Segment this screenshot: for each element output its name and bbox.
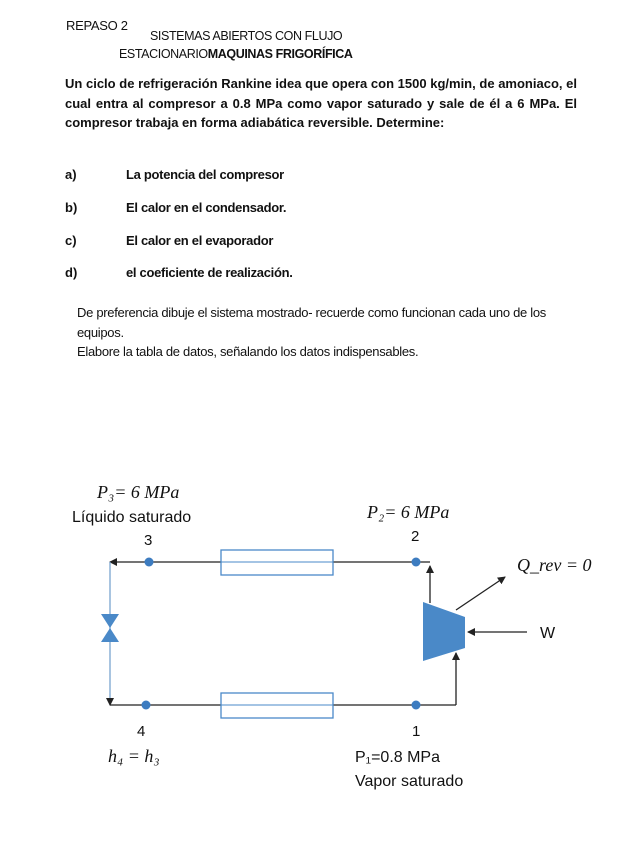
title-bold: MAQUINAS FRIGORÍFICA xyxy=(207,47,353,61)
expansion-valve-top xyxy=(101,614,119,628)
state-3-dot xyxy=(145,558,154,567)
question-text-c: El calor en el evaporador xyxy=(126,233,274,248)
title-prefix: ESTACIONARIO xyxy=(119,47,208,61)
compressor xyxy=(423,602,465,661)
p1-label: P₁=0.8 MPa xyxy=(355,749,440,766)
question-text-a: La potencia del compresor xyxy=(126,167,284,182)
state-2-number: 2 xyxy=(411,528,420,545)
state-1-description: Vapor saturado xyxy=(355,773,464,790)
question-text-b: El calor en el condensador. xyxy=(126,200,287,215)
question-text-d: el coeficiente de realización. xyxy=(126,265,293,280)
question-letter-d: d) xyxy=(65,265,78,280)
state-1-dot xyxy=(412,701,421,710)
heat-arrow xyxy=(456,577,505,610)
state-1-number: 1 xyxy=(412,723,421,740)
state-3-number: 3 xyxy=(144,532,153,549)
p2-label: P₂= 6 MPa xyxy=(367,502,450,522)
repaso-label: REPASO 2 xyxy=(66,18,128,33)
state-2-dot xyxy=(412,558,421,567)
expansion-valve-bottom xyxy=(101,628,119,642)
q-rev-label: Q_rev = 0 xyxy=(517,555,592,575)
state-4-dot xyxy=(142,701,151,710)
h4-label: h₄ = h₃ xyxy=(108,746,160,766)
title-line-1: SISTEMAS ABIERTOS CON FLUJO xyxy=(150,29,343,43)
question-letter-b: b) xyxy=(65,200,78,215)
state-3-description: Líquido saturado xyxy=(72,509,192,526)
note-line-1: De preferencia dibuje el sistema mostrado- recuerde como funcionan cada uno de los equipos. xyxy=(77,305,546,340)
question-letter-a: a) xyxy=(65,167,77,182)
state-4-number: 4 xyxy=(137,723,146,740)
problem-statement: Un ciclo de refrigeración Rankine idea que opera con 1500 kg/min, de amoniaco, el cual entra al compresor a 0.8 MPa como vapor saturado y sale de él a 6 MPa. El compresor trabaja en forma adiabática reversible. Determine: xyxy=(65,76,577,130)
question-letter-c: c) xyxy=(65,233,77,248)
w-label: W xyxy=(540,625,556,642)
note-line-2: Elabore la tabla de datos, señalando los datos indispensables. xyxy=(77,344,419,359)
p3-label: P₃= 6 MPa xyxy=(97,482,180,502)
